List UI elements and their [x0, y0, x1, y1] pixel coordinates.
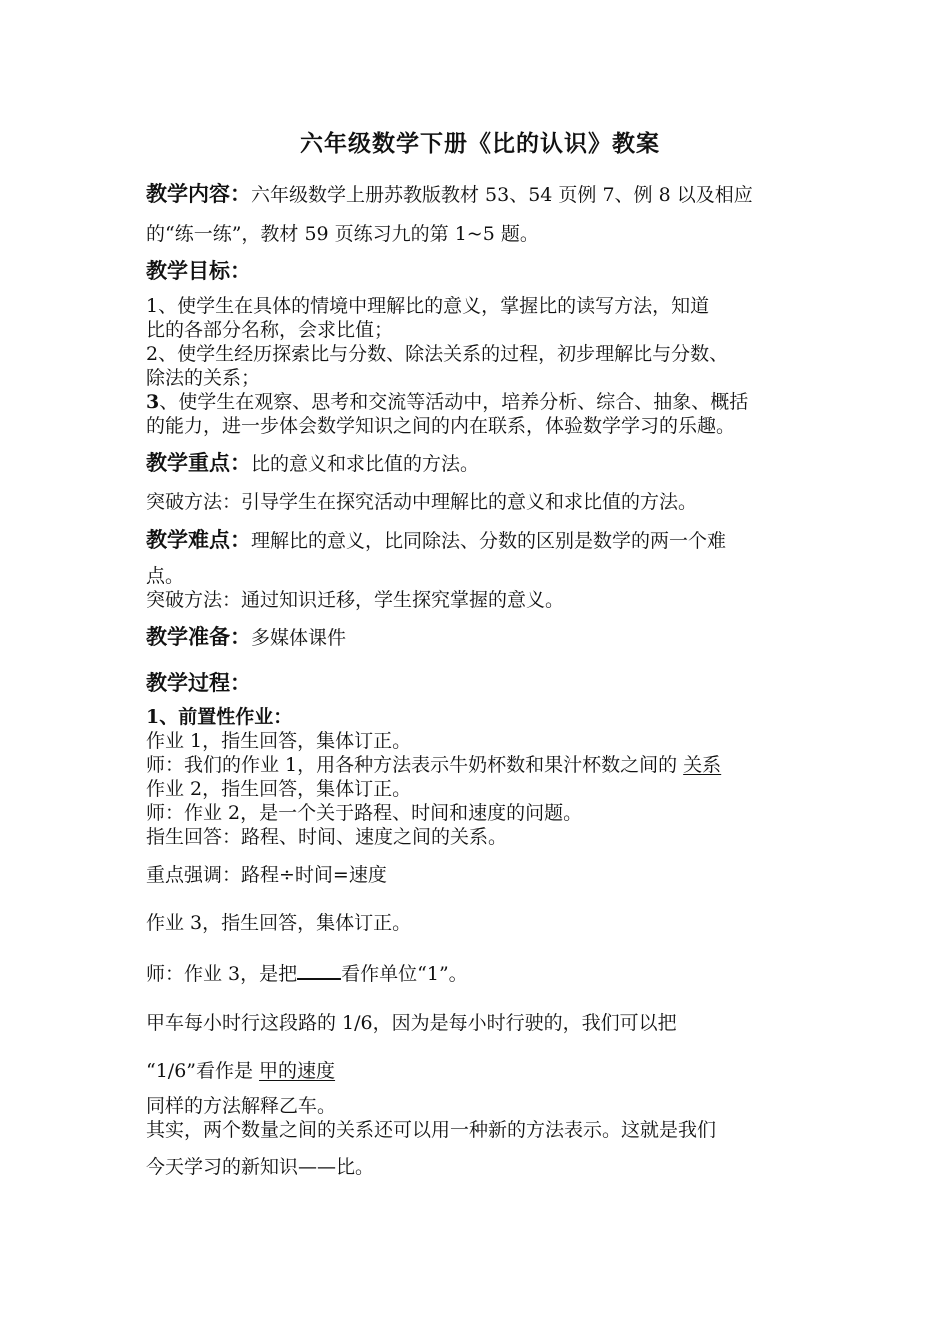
- document-title: 六年级数学下册《比的认识》教案: [300, 130, 660, 157]
- key-method: 突破方法：引导学生在探究活动中理解比的意义和求比值的方法。: [146, 491, 698, 513]
- process-p11: 同样的方法解释乙车。: [146, 1095, 337, 1117]
- process-p4: 师：作业 2，是一个关于路程、时间和速度的问题。: [146, 802, 583, 824]
- goal-3b: 的能力，进一步体会数学知识之间的内在联系，体验数学学习的乐趣。: [146, 415, 736, 437]
- process-p3: 作业 2，指生回答，集体订正。: [146, 778, 412, 800]
- process-p2: [146, 753, 814, 777]
- key-heading: 教学重点：: [146, 450, 251, 475]
- document-page: [146, 128, 814, 1179]
- goal-2b: 除法的关系；: [146, 367, 261, 389]
- process-p13: 今天学习的新知识——比。: [146, 1156, 375, 1178]
- goals-heading: 教学目标：: [146, 258, 251, 283]
- difficulty-method: 突破方法：通过知识迁移，学生探究掌握的意义。: [146, 589, 565, 611]
- process-p1: 作业 1，指生回答，集体订正。: [146, 730, 412, 752]
- goal-2a: 2、使学生经历探索比与分数、除法关系的过程，初步理解比与分数、: [146, 343, 729, 365]
- goal-1a: 1、使学生在具体的情境中理解比的意义，掌握比的读写方法，知道: [146, 295, 710, 317]
- prep-text: 多媒体课件: [251, 627, 347, 649]
- process-p2-text: 师：我们的作业 1，用各种方法表示牛奶杯数和果汁杯数之间的: [146, 754, 684, 776]
- difficulty-line-1: [146, 528, 814, 553]
- process-p6: 重点强调：路程÷时间=速度: [146, 864, 387, 886]
- process-p2-answer: 关系: [683, 754, 722, 776]
- difficulty-text-1: 理解比的意义，比同除法、分数的区别是数学的两一个难: [251, 530, 727, 552]
- process-p12: 其实，两个数量之间的关系还可以用一种新的方法表示。这就是我们: [146, 1119, 717, 1141]
- process-p8-tail: 看作单位“1”。: [341, 963, 468, 985]
- difficulty-line-2: 点。: [146, 565, 185, 587]
- content-heading: 教学内容：: [146, 181, 251, 206]
- process-p7: 作业 3，指生回答，集体订正。: [146, 912, 412, 934]
- content-line-2: 的“练一练”，教材 59 页练习九的第 1~5 题。: [146, 223, 539, 245]
- difficulty-heading: 教学难点：: [146, 527, 251, 552]
- process-p9: 甲车每小时行这段路的 1/6，因为是每小时行驶的，我们可以把: [146, 1012, 677, 1034]
- content-text-1: 六年级数学上册苏教版教材 53、54 页例 7、例 8 以及相应: [251, 184, 753, 206]
- process-p8-text: 师：作业 3，是把: [146, 963, 298, 985]
- prep-heading: 教学准备：: [146, 624, 251, 649]
- process-subheading: 1、前置性作业：: [146, 706, 293, 728]
- process-p5: 指生回答：路程、时间、速度之间的关系。: [146, 826, 508, 848]
- process-heading: 教学过程：: [146, 670, 251, 695]
- goal-3-number: 3: [146, 391, 160, 413]
- goal-3a: [146, 390, 814, 414]
- process-p8: [146, 960, 814, 986]
- process-p10: [146, 1059, 814, 1083]
- key-line: [146, 451, 814, 476]
- content-line-1: [146, 182, 814, 207]
- goal-1b: 比的各部分名称，会求比值；: [146, 319, 394, 341]
- process-p10-answer: 甲的速度: [259, 1060, 336, 1082]
- process-p10-text: “1/6”看作是: [146, 1060, 260, 1082]
- answer-blank: [297, 960, 341, 980]
- goal-3-text: 、使学生在观察、思考和交流等活动中，培养分析、综合、抽象、概括: [159, 391, 749, 413]
- key-text: 比的意义和求比值的方法。: [251, 453, 480, 475]
- prep-line: [146, 625, 814, 650]
